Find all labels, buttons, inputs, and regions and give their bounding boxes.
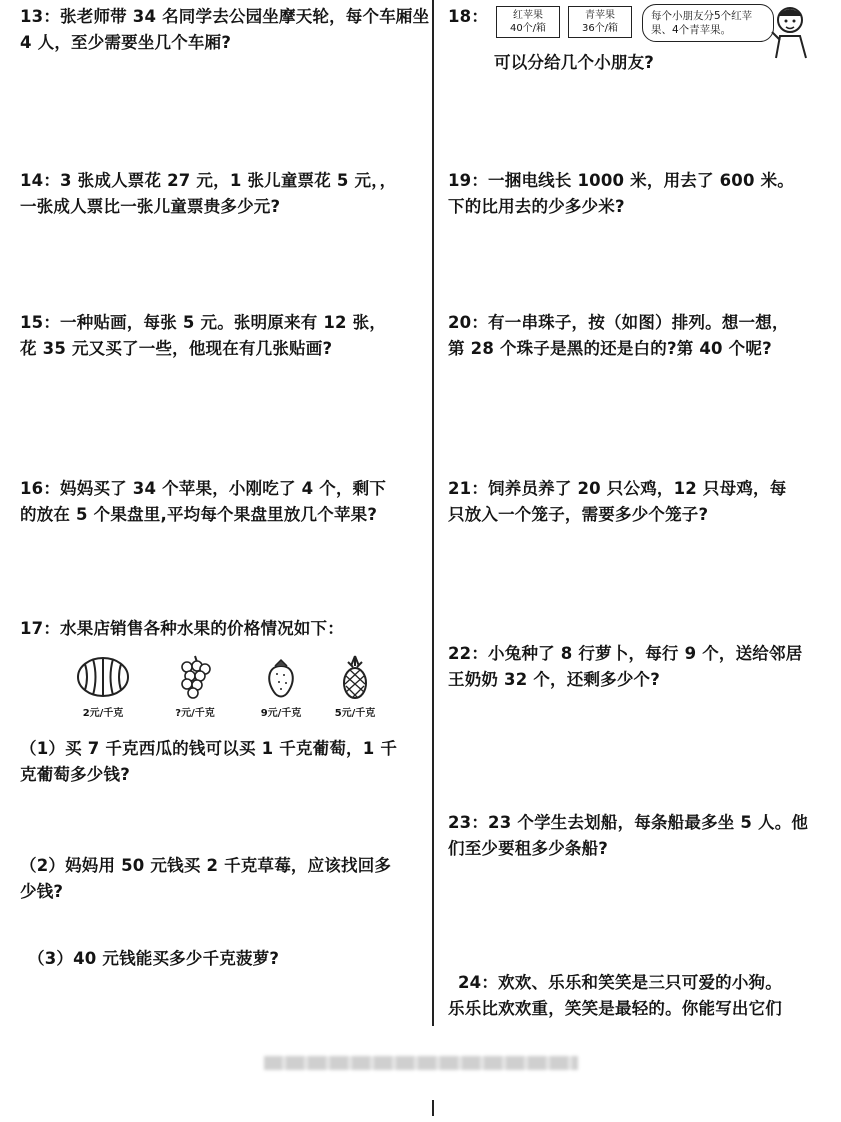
q13-line2: 4 人，至少需要坐几个车厢?: [20, 33, 232, 52]
grape-icon: [175, 654, 215, 700]
red-apple-box: 红苹果 40个/箱: [496, 6, 560, 38]
watermelon-price: 2元/千克: [82, 708, 124, 719]
question-17-part-1: （1）买 7 千克西瓜的钱可以买 1 千克葡萄，1 千 克葡萄多少钱?: [20, 739, 398, 784]
q13-line1: 13：张老师带 34 名同学去公园坐摩天轮，每个车厢坐: [20, 7, 430, 26]
pineapple-price: 5元/千克: [334, 708, 376, 719]
question-13: [20, 4, 429, 56]
question-14: [20, 168, 396, 220]
column-divider: [432, 0, 434, 1026]
speech-bubble: 每个小朋友分5个红苹果、4个青苹果。: [642, 4, 774, 42]
question-18-number: 18：: [448, 7, 489, 26]
question-23: 23：23 个学生去划船，每条船最多坐 5 人。他 们至少要租多少条船?: [448, 813, 809, 858]
question-17-title: 17：水果店销售各种水果的价格情况如下：: [20, 619, 344, 638]
pineapple-icon: [338, 654, 372, 700]
blurred-footer: [264, 1056, 578, 1070]
question-24: 24：欢欢、乐乐和笑笑是三只可爱的小狗。 乐乐比欢欢重，笑笑是最轻的。你能写出它们: [448, 973, 782, 1018]
question-17-part-2: （2）妈妈用 50 元钱买 2 千克草莓，应该找回多 少钱?: [20, 856, 392, 901]
q16-line2: 的放在 5 个果盘里,平均每个果盘里放几个苹果?: [20, 505, 378, 524]
question-20: 20：有一串珠子，按（如图）排列。想一想， 第 28 个珠子是黑的还是白的?第 40 个呢?: [448, 313, 789, 358]
question-15: [20, 310, 386, 362]
watermelon-icon: [75, 654, 131, 700]
child-icon: [768, 2, 816, 60]
page-marker: [432, 1100, 434, 1116]
green-apple-box: 青苹果 36个/箱: [568, 6, 632, 38]
strawberry-icon: [264, 654, 298, 700]
strawberry-price: 9元/千克: [260, 708, 302, 719]
q16-line1: 16：妈妈买了 34 个苹果，小刚吃了 4 个，剩下: [20, 479, 387, 498]
question-17-part-3: （3）40 元钱能买多少千克菠萝?: [28, 949, 280, 968]
question-22: 22：小兔种了 8 行萝卜，每行 9 个，送给邻居 王奶奶 32 个，还剩多少个?: [448, 644, 803, 689]
fruit-grape: [160, 654, 230, 719]
grape-price: ?元/千克: [175, 708, 215, 719]
child-figure: [768, 2, 816, 64]
question-21: 21：饲养员养了 20 只公鸡，12 只母鸡，每 只放入一个笼子，需要多少个笼子?: [448, 479, 787, 524]
q15-line1: 15：一种贴画，每张 5 元。张明原来有 12 张，: [20, 313, 387, 332]
q14-line1: 14：3 张成人票花 27 元，1 张儿童票花 5 元，，: [20, 171, 397, 190]
question-19: 19：一捆电线长 1000 米，用去了 600 米。 下的比用去的少多少米?: [448, 171, 795, 216]
fruit-strawberry: [246, 654, 316, 719]
question-16: [20, 476, 386, 528]
fruit-watermelon: [68, 654, 138, 719]
q15-line2: 花 35 元又买了一些，他现在有几张贴画?: [20, 339, 333, 358]
question-18-text: 可以分给几个小朋友?: [494, 53, 655, 72]
q14-line2: 一张成人票比一张儿童票贵多少元?: [20, 197, 281, 216]
fruit-pineapple: [320, 654, 390, 719]
